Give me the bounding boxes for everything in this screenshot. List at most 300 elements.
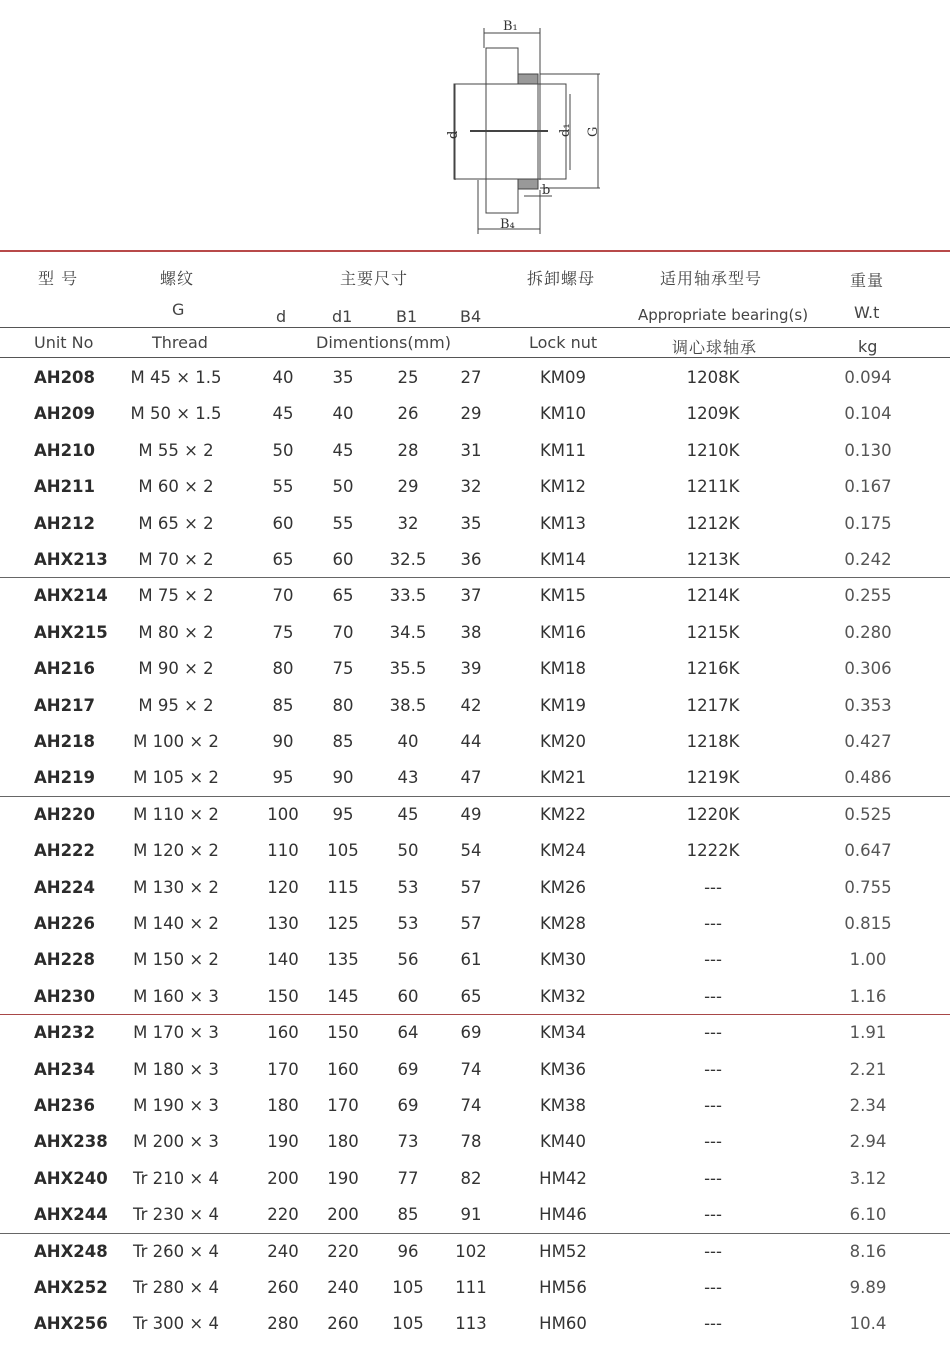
d1-cell: 75 (332, 659, 354, 679)
b4-cell: 36 (460, 550, 482, 569)
d-cell: 140 (267, 950, 299, 970)
b4-cell: 111 (455, 1278, 487, 1297)
lock-nut-cell: KM28 (539, 914, 587, 933)
d-cell: 70 (272, 586, 294, 606)
lock-nut-cell: HM42 (539, 1168, 587, 1188)
weight-cell: 0.104 (844, 404, 892, 424)
b4-cell: 32 (460, 477, 482, 497)
thread-cell: M 75 × 2 (138, 586, 214, 606)
lock-nut-cell: HM46 (539, 1205, 587, 1225)
b4-cell: 82 (460, 1168, 482, 1188)
unit-no-cell: AH209 (34, 404, 96, 424)
weight-cell: 0.353 (844, 695, 892, 715)
unit-no-cell: AH226 (34, 914, 96, 933)
table-row (0, 433, 950, 469)
unit-no-cell: AH211 (34, 477, 96, 497)
weight-cell: 9.89 (849, 1278, 887, 1297)
lock-nut-cell: KM18 (539, 659, 587, 679)
d-cell: 95 (272, 768, 294, 788)
table-row (0, 469, 950, 505)
d-cell: 85 (272, 695, 294, 715)
header-wt: W.t (854, 303, 880, 322)
unit-no-cell: AH210 (34, 440, 96, 460)
b4-cell: 49 (460, 804, 482, 824)
thread-cell: M 95 × 2 (138, 695, 214, 715)
d1-cell: 80 (332, 695, 354, 715)
table-row (0, 979, 950, 1015)
unit-no-cell: AHX256 (34, 1314, 108, 1334)
lock-nut-cell: KM09 (539, 368, 587, 387)
header-bottom-rule (0, 357, 950, 358)
thread-cell: M 140 × 2 (133, 914, 219, 933)
header-cn-unit: 型 号 (38, 269, 79, 288)
table-row (0, 396, 950, 432)
d1-cell: 60 (332, 550, 354, 569)
header-self-aligning-bearing: 调心球轴承 (672, 338, 758, 357)
b1-cell: 53 (397, 877, 419, 897)
weight-cell: 3.12 (849, 1168, 887, 1188)
b1-cell: 56 (397, 950, 419, 970)
lock-nut-cell: KM32 (539, 986, 587, 1006)
group-divider (0, 1014, 950, 1015)
bearing-cell: 1209K (686, 404, 740, 424)
table-row (0, 506, 950, 542)
weight-cell: 0.755 (844, 877, 892, 897)
table-row (0, 1161, 950, 1197)
header-cn-bearing: 适用轴承型号 (660, 269, 763, 288)
d-cell: 280 (267, 1314, 299, 1334)
thread-cell: Tr 230 × 4 (133, 1205, 219, 1225)
nut-top (518, 74, 538, 84)
b4-cell: 113 (455, 1314, 487, 1334)
table-row (0, 760, 950, 796)
bearing-cell: 1213K (686, 550, 740, 569)
b1-cell: 96 (397, 1241, 419, 1261)
thread-cell: M 55 × 2 (138, 440, 214, 460)
weight-cell: 6.10 (849, 1205, 887, 1225)
d-cell: 150 (267, 986, 299, 1006)
bearing-cell: 1217K (686, 695, 740, 715)
b1-cell: 35.5 (389, 659, 427, 679)
header-kg: kg (858, 337, 878, 356)
thread-cell: M 105 × 2 (133, 768, 219, 788)
header-cn-weight: 重量 (850, 271, 885, 290)
weight-cell: 0.130 (844, 440, 892, 460)
b4-cell: 38 (460, 622, 482, 642)
header-appropriate-bearing: Appropriate bearing(s) (638, 306, 809, 324)
header-dimentions: Dimentions(mm) (316, 333, 451, 352)
bearing-cell: --- (704, 877, 722, 897)
d-cell: 120 (267, 877, 299, 897)
thread-cell: M 160 × 3 (133, 986, 219, 1006)
b1-cell: 69 (397, 1059, 419, 1079)
weight-cell: 0.306 (844, 659, 892, 679)
d-cell: 160 (267, 1023, 299, 1043)
thread-cell: M 150 × 2 (133, 950, 219, 970)
d-cell: 110 (267, 841, 299, 861)
unit-no-cell: AH230 (34, 986, 96, 1006)
lock-nut-cell: KM26 (539, 877, 587, 897)
thread-cell: Tr 300 × 4 (133, 1314, 219, 1334)
bearing-cell: --- (704, 950, 722, 970)
header-d1: d1 (332, 307, 353, 326)
unit-no-cell: AH224 (34, 877, 96, 897)
d-cell: 190 (267, 1132, 299, 1152)
bearing-cell: 1214K (686, 586, 740, 606)
thread-cell: M 100 × 2 (133, 732, 219, 751)
weight-cell: 2.34 (849, 1096, 887, 1115)
thread-cell: M 90 × 2 (138, 659, 214, 679)
d1-cell: 180 (327, 1132, 359, 1152)
b1-cell: 43 (397, 768, 419, 788)
bearing-cell: --- (704, 914, 722, 933)
d1-cell: 70 (332, 622, 354, 642)
bearing-cell: --- (704, 1059, 722, 1079)
b4-cell: 57 (460, 877, 482, 897)
table-row (0, 942, 950, 978)
d-cell: 130 (267, 914, 299, 933)
d1-cell: 240 (327, 1278, 359, 1297)
thread-cell: Tr 260 × 4 (133, 1241, 219, 1261)
lock-nut-cell: HM56 (539, 1278, 587, 1297)
weight-cell: 1.00 (849, 950, 887, 970)
unit-no-cell: AHX248 (34, 1241, 108, 1261)
unit-no-cell: AH219 (34, 768, 96, 788)
bearing-cell: --- (704, 1278, 722, 1297)
table-row (0, 724, 950, 760)
table-row (0, 615, 950, 651)
lock-nut-cell: KM21 (539, 768, 587, 788)
lock-nut-cell: HM52 (539, 1241, 587, 1261)
weight-cell: 0.280 (844, 622, 892, 642)
table-row (0, 360, 950, 396)
b4-cell: 29 (460, 404, 482, 424)
label-d: d (446, 130, 461, 139)
bearing-cell: --- (704, 986, 722, 1006)
d1-cell: 45 (332, 440, 354, 460)
table-row (0, 1234, 950, 1270)
d-cell: 80 (272, 659, 294, 679)
b1-cell: 73 (397, 1132, 419, 1152)
unit-no-cell: AHX240 (34, 1168, 108, 1188)
nut-bottom (518, 179, 538, 189)
table-row (0, 833, 950, 869)
b4-cell: 61 (460, 950, 482, 970)
bearing-cell: 1211K (686, 477, 740, 497)
table-row (0, 1124, 950, 1160)
label-d1: d₁ (558, 123, 573, 137)
bearing-cell: 1208K (686, 368, 740, 387)
bearing-cell: --- (704, 1314, 722, 1334)
thread-cell: M 65 × 2 (138, 513, 214, 533)
b1-cell: 69 (397, 1096, 419, 1115)
header-top-rule (0, 250, 950, 252)
d1-cell: 95 (332, 804, 354, 824)
lock-nut-cell: KM24 (539, 841, 587, 861)
lock-nut-cell: KM13 (539, 513, 587, 533)
d-cell: 45 (272, 404, 294, 424)
header-b1: B1 (396, 307, 418, 326)
lock-nut-cell: KM12 (539, 477, 587, 497)
d-cell: 240 (267, 1241, 299, 1261)
d1-cell: 40 (332, 404, 354, 424)
d-cell: 50 (272, 440, 294, 460)
thread-cell: Tr 210 × 4 (133, 1168, 219, 1188)
table-row (0, 688, 950, 724)
d1-cell: 135 (327, 950, 359, 970)
b1-cell: 34.5 (389, 622, 427, 642)
unit-no-cell: AH212 (34, 513, 96, 533)
bearing-cell: 1215K (686, 622, 740, 642)
d1-cell: 160 (327, 1059, 359, 1079)
bearing-cell: --- (704, 1168, 722, 1188)
unit-no-cell: AHX214 (34, 586, 108, 606)
unit-no-cell: AH228 (34, 950, 96, 970)
b1-cell: 28 (397, 440, 419, 460)
weight-cell: 8.16 (849, 1241, 887, 1261)
b4-cell: 78 (460, 1132, 482, 1152)
group-divider (0, 796, 950, 797)
lock-nut-cell: KM38 (539, 1096, 587, 1115)
sleeve-drawing (0, 0, 950, 250)
d-cell: 200 (267, 1168, 299, 1188)
b1-cell: 77 (397, 1168, 419, 1188)
b4-cell: 42 (460, 695, 482, 715)
bearing-cell: --- (704, 1096, 722, 1115)
lock-nut-cell: KM19 (539, 695, 587, 715)
weight-cell: 0.242 (844, 550, 892, 569)
weight-cell: 0.427 (844, 732, 892, 751)
d1-cell: 220 (327, 1241, 359, 1261)
thread-cell: M 45 × 1.5 (130, 368, 222, 387)
weight-cell: 0.525 (844, 804, 892, 824)
lock-nut-cell: KM11 (539, 440, 587, 460)
table-row (0, 906, 950, 942)
weight-cell: 1.91 (849, 1023, 887, 1043)
b1-cell: 60 (397, 986, 419, 1006)
thread-cell: M 190 × 3 (133, 1096, 219, 1115)
thread-cell: M 50 × 1.5 (130, 404, 222, 424)
d1-cell: 55 (332, 513, 354, 533)
flange-bottom (486, 179, 518, 213)
table-row (0, 578, 950, 614)
header-cn-dims: 主要尺寸 (340, 269, 409, 288)
thread-cell: M 70 × 2 (138, 550, 214, 569)
d-cell: 180 (267, 1096, 299, 1115)
b4-cell: 91 (460, 1205, 482, 1225)
thread-cell: M 120 × 2 (133, 841, 219, 861)
label-b4: B₄ (500, 217, 515, 232)
table-row (0, 651, 950, 687)
lock-nut-cell: KM36 (539, 1059, 587, 1079)
thread-cell: M 80 × 2 (138, 622, 214, 642)
header-unit-no: Unit No (34, 333, 94, 352)
weight-cell: 0.486 (844, 768, 892, 788)
bearing-cell: 1220K (686, 804, 740, 824)
d1-cell: 260 (327, 1314, 359, 1334)
d-cell: 260 (267, 1278, 299, 1297)
weight-cell: 10.4 (849, 1314, 887, 1334)
b1-cell: 33.5 (389, 586, 427, 606)
unit-no-cell: AH220 (34, 804, 96, 824)
header-mid-rule (0, 327, 950, 328)
b1-cell: 105 (392, 1278, 424, 1297)
label-b1: B₁ (503, 19, 518, 34)
weight-cell: 0.255 (844, 586, 892, 606)
b4-cell: 37 (460, 586, 482, 606)
thread-cell: M 180 × 3 (133, 1059, 219, 1079)
d1-cell: 190 (327, 1168, 359, 1188)
lock-nut-cell: KM22 (539, 804, 587, 824)
b4-cell: 65 (460, 986, 482, 1006)
weight-cell: 0.647 (844, 841, 892, 861)
lock-nut-cell: KM20 (539, 732, 587, 751)
lock-nut-cell: KM15 (539, 586, 587, 606)
thread-cell: M 200 × 3 (133, 1132, 219, 1152)
header-cn-thread: 螺纹 (160, 269, 195, 288)
d1-cell: 150 (327, 1023, 359, 1043)
table-row (0, 1052, 950, 1088)
unit-no-cell: AH234 (34, 1059, 96, 1079)
thread-cell: M 110 × 2 (133, 804, 219, 824)
d1-cell: 90 (332, 768, 354, 788)
bearing-cell: 1216K (686, 659, 740, 679)
d-cell: 220 (267, 1205, 299, 1225)
group-divider (0, 1233, 950, 1234)
b4-cell: 35 (460, 513, 482, 533)
d1-cell: 65 (332, 586, 354, 606)
bearing-cell: 1219K (686, 768, 740, 788)
unit-no-cell: AH208 (34, 368, 96, 387)
lock-nut-cell: KM40 (539, 1132, 587, 1152)
lock-nut-cell: KM34 (539, 1023, 587, 1043)
d1-cell: 105 (327, 841, 359, 861)
d-cell: 90 (272, 732, 294, 751)
d-cell: 40 (272, 368, 294, 387)
d1-cell: 115 (327, 877, 359, 897)
b4-cell: 57 (460, 914, 482, 933)
b1-cell: 29 (397, 477, 419, 497)
b1-cell: 32 (397, 513, 419, 533)
b4-cell: 102 (455, 1241, 487, 1261)
d-cell: 170 (267, 1059, 299, 1079)
b1-cell: 53 (397, 914, 419, 933)
weight-cell: 2.21 (849, 1059, 887, 1079)
b1-cell: 32.5 (389, 550, 427, 569)
weight-cell: 2.94 (849, 1132, 887, 1152)
d1-cell: 145 (327, 986, 359, 1006)
d1-cell: 170 (327, 1096, 359, 1115)
table-row (0, 1270, 950, 1306)
unit-no-cell: AHX244 (34, 1205, 108, 1225)
bearing-cell: 1210K (686, 440, 740, 460)
weight-cell: 0.175 (844, 513, 892, 533)
b1-cell: 64 (397, 1023, 419, 1043)
header-lock-nut: Lock nut (529, 333, 598, 352)
header-d: d (276, 307, 287, 326)
unit-no-cell: AH236 (34, 1096, 96, 1115)
bearing-cell: --- (704, 1205, 722, 1225)
d1-cell: 125 (327, 914, 359, 933)
d1-cell: 200 (327, 1205, 359, 1225)
header-g: G (172, 300, 185, 319)
label-b: b (542, 183, 551, 198)
unit-no-cell: AH218 (34, 732, 96, 751)
label-g: G (586, 126, 601, 137)
b4-cell: 47 (460, 768, 482, 788)
d-cell: 75 (272, 622, 294, 642)
bearing-cell: 1222K (686, 841, 740, 861)
b1-cell: 26 (397, 404, 419, 424)
b4-cell: 69 (460, 1023, 482, 1043)
d1-cell: 35 (332, 368, 354, 387)
unit-no-cell: AH232 (34, 1023, 96, 1043)
header-b4: B4 (460, 307, 482, 326)
d-cell: 60 (272, 513, 294, 533)
thread-cell: Tr 280 × 4 (133, 1278, 219, 1297)
unit-no-cell: AH222 (34, 841, 96, 861)
thread-cell: M 130 × 2 (133, 877, 219, 897)
thread-cell: M 60 × 2 (138, 477, 214, 497)
bearing-cell: 1218K (686, 732, 740, 751)
flange-top (486, 48, 518, 84)
lock-nut-cell: HM60 (539, 1314, 587, 1334)
b4-cell: 39 (460, 659, 482, 679)
d-cell: 65 (272, 550, 294, 569)
table-row (0, 1015, 950, 1051)
table-row (0, 542, 950, 578)
header-cn-locknut: 拆卸螺母 (527, 269, 596, 288)
bearing-cell: --- (704, 1241, 722, 1261)
bearing-cell: --- (704, 1023, 722, 1043)
d-cell: 55 (272, 477, 294, 497)
b4-cell: 74 (460, 1096, 482, 1115)
lock-nut-cell: KM30 (539, 950, 587, 970)
weight-cell: 0.167 (844, 477, 892, 497)
weight-cell: 0.094 (844, 368, 892, 387)
d-cell: 100 (267, 804, 299, 824)
b1-cell: 25 (397, 368, 419, 387)
unit-no-cell: AH217 (34, 695, 96, 715)
b4-cell: 74 (460, 1059, 482, 1079)
weight-cell: 0.815 (844, 914, 892, 933)
table-row (0, 1197, 950, 1233)
table-row (0, 1306, 950, 1342)
b4-cell: 44 (460, 732, 482, 751)
b4-cell: 27 (460, 368, 482, 387)
unit-no-cell: AHX213 (34, 550, 108, 569)
unit-no-cell: AH216 (34, 659, 96, 679)
bearing-cell: --- (704, 1132, 722, 1152)
b1-cell: 50 (397, 841, 419, 861)
weight-cell: 1.16 (849, 986, 887, 1006)
lock-nut-cell: KM14 (539, 550, 587, 569)
b1-cell: 85 (397, 1205, 419, 1225)
lock-nut-cell: KM10 (539, 404, 587, 424)
table-row (0, 1088, 950, 1124)
thread-cell: M 170 × 3 (133, 1023, 219, 1043)
table-row (0, 797, 950, 833)
b1-cell: 40 (397, 732, 419, 751)
d1-cell: 85 (332, 732, 354, 751)
b1-cell: 45 (397, 804, 419, 824)
b1-cell: 38.5 (389, 695, 427, 715)
d1-cell: 50 (332, 477, 354, 497)
unit-no-cell: AHX215 (34, 622, 108, 642)
b4-cell: 31 (460, 440, 482, 460)
lock-nut-cell: KM16 (539, 622, 587, 642)
b4-cell: 54 (460, 841, 482, 861)
